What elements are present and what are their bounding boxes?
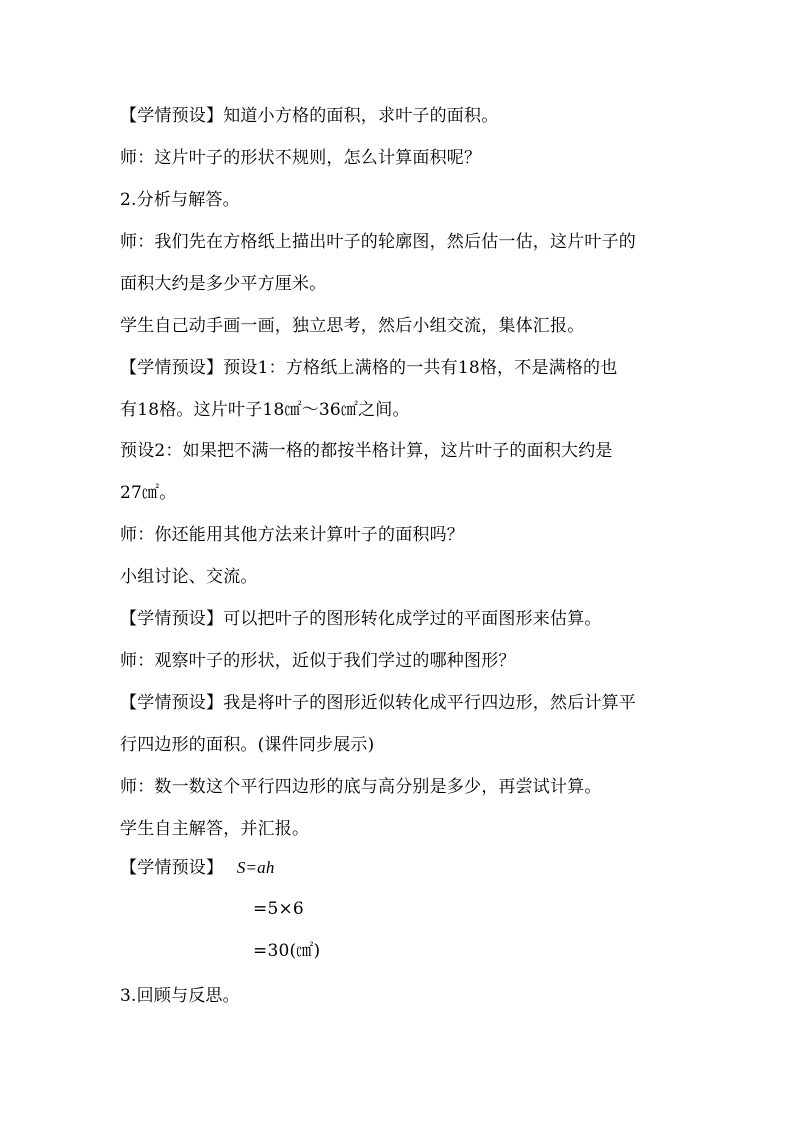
text-line-1: 【学情预设】知道小方格的面积，求叶子的面积。 xyxy=(120,106,499,126)
text-line-5: 面积大约是多少平方厘米。 xyxy=(120,274,327,294)
text-line-14: 师：观察叶子的形状，近似于我们学过的哪种图形？ xyxy=(120,651,516,671)
text-line-4: 师：我们先在方格纸上描出叶子的轮廓图，然后估一估，这片叶子的 xyxy=(120,232,636,252)
formula-step-2: =30(㎠) xyxy=(253,941,321,961)
section-heading-review: 3.回顾与反思。 xyxy=(120,986,240,1006)
section-heading-analysis: 2.分析与解答。 xyxy=(120,190,240,210)
text-line-17: 师：数一数这个平行四边形的底与高分别是多少，再尝试计算。 xyxy=(120,777,602,797)
formula-step-1: =5×6 xyxy=(253,899,304,919)
text-line-10: 27㎠。 xyxy=(120,483,177,503)
text-line-7: 【学情预设】预设1：方格纸上满格的一共有18格，不是满格的也 xyxy=(120,358,618,378)
text-line-11: 师：你还能用其他方法来计算叶子的面积吗？ xyxy=(120,525,464,545)
text-line-15: 【学情预设】我是将叶子的图形近似转化成平行四边形，然后计算平 xyxy=(120,693,636,713)
text-line-12: 小组讨论、交流。 xyxy=(120,567,258,587)
formula-line xyxy=(120,858,275,878)
text-line-2: 师：这片叶子的形状不规则，怎么计算面积呢？ xyxy=(120,148,482,168)
text-line-8: 有18格。这片叶子18㎠～36㎠之间。 xyxy=(120,400,410,420)
text-line-18: 学生自主解答，并汇报。 xyxy=(120,819,310,839)
text-line-16: 行四边形的面积。(课件同步展示) xyxy=(120,735,375,755)
text-line-9: 预设2：如果把不满一格的都按半格计算，这片叶子的面积大约是 xyxy=(120,441,613,461)
formula-label: 【学情预设】 xyxy=(120,858,224,878)
text-line-6: 学生自己动手画一画，独立思考，然后小组交流，集体汇报。 xyxy=(120,316,585,336)
text-line-13: 【学情预设】可以把叶子的图形转化成学过的平面图形来估算。 xyxy=(120,609,602,629)
formula-expression: S=ah xyxy=(236,858,275,877)
